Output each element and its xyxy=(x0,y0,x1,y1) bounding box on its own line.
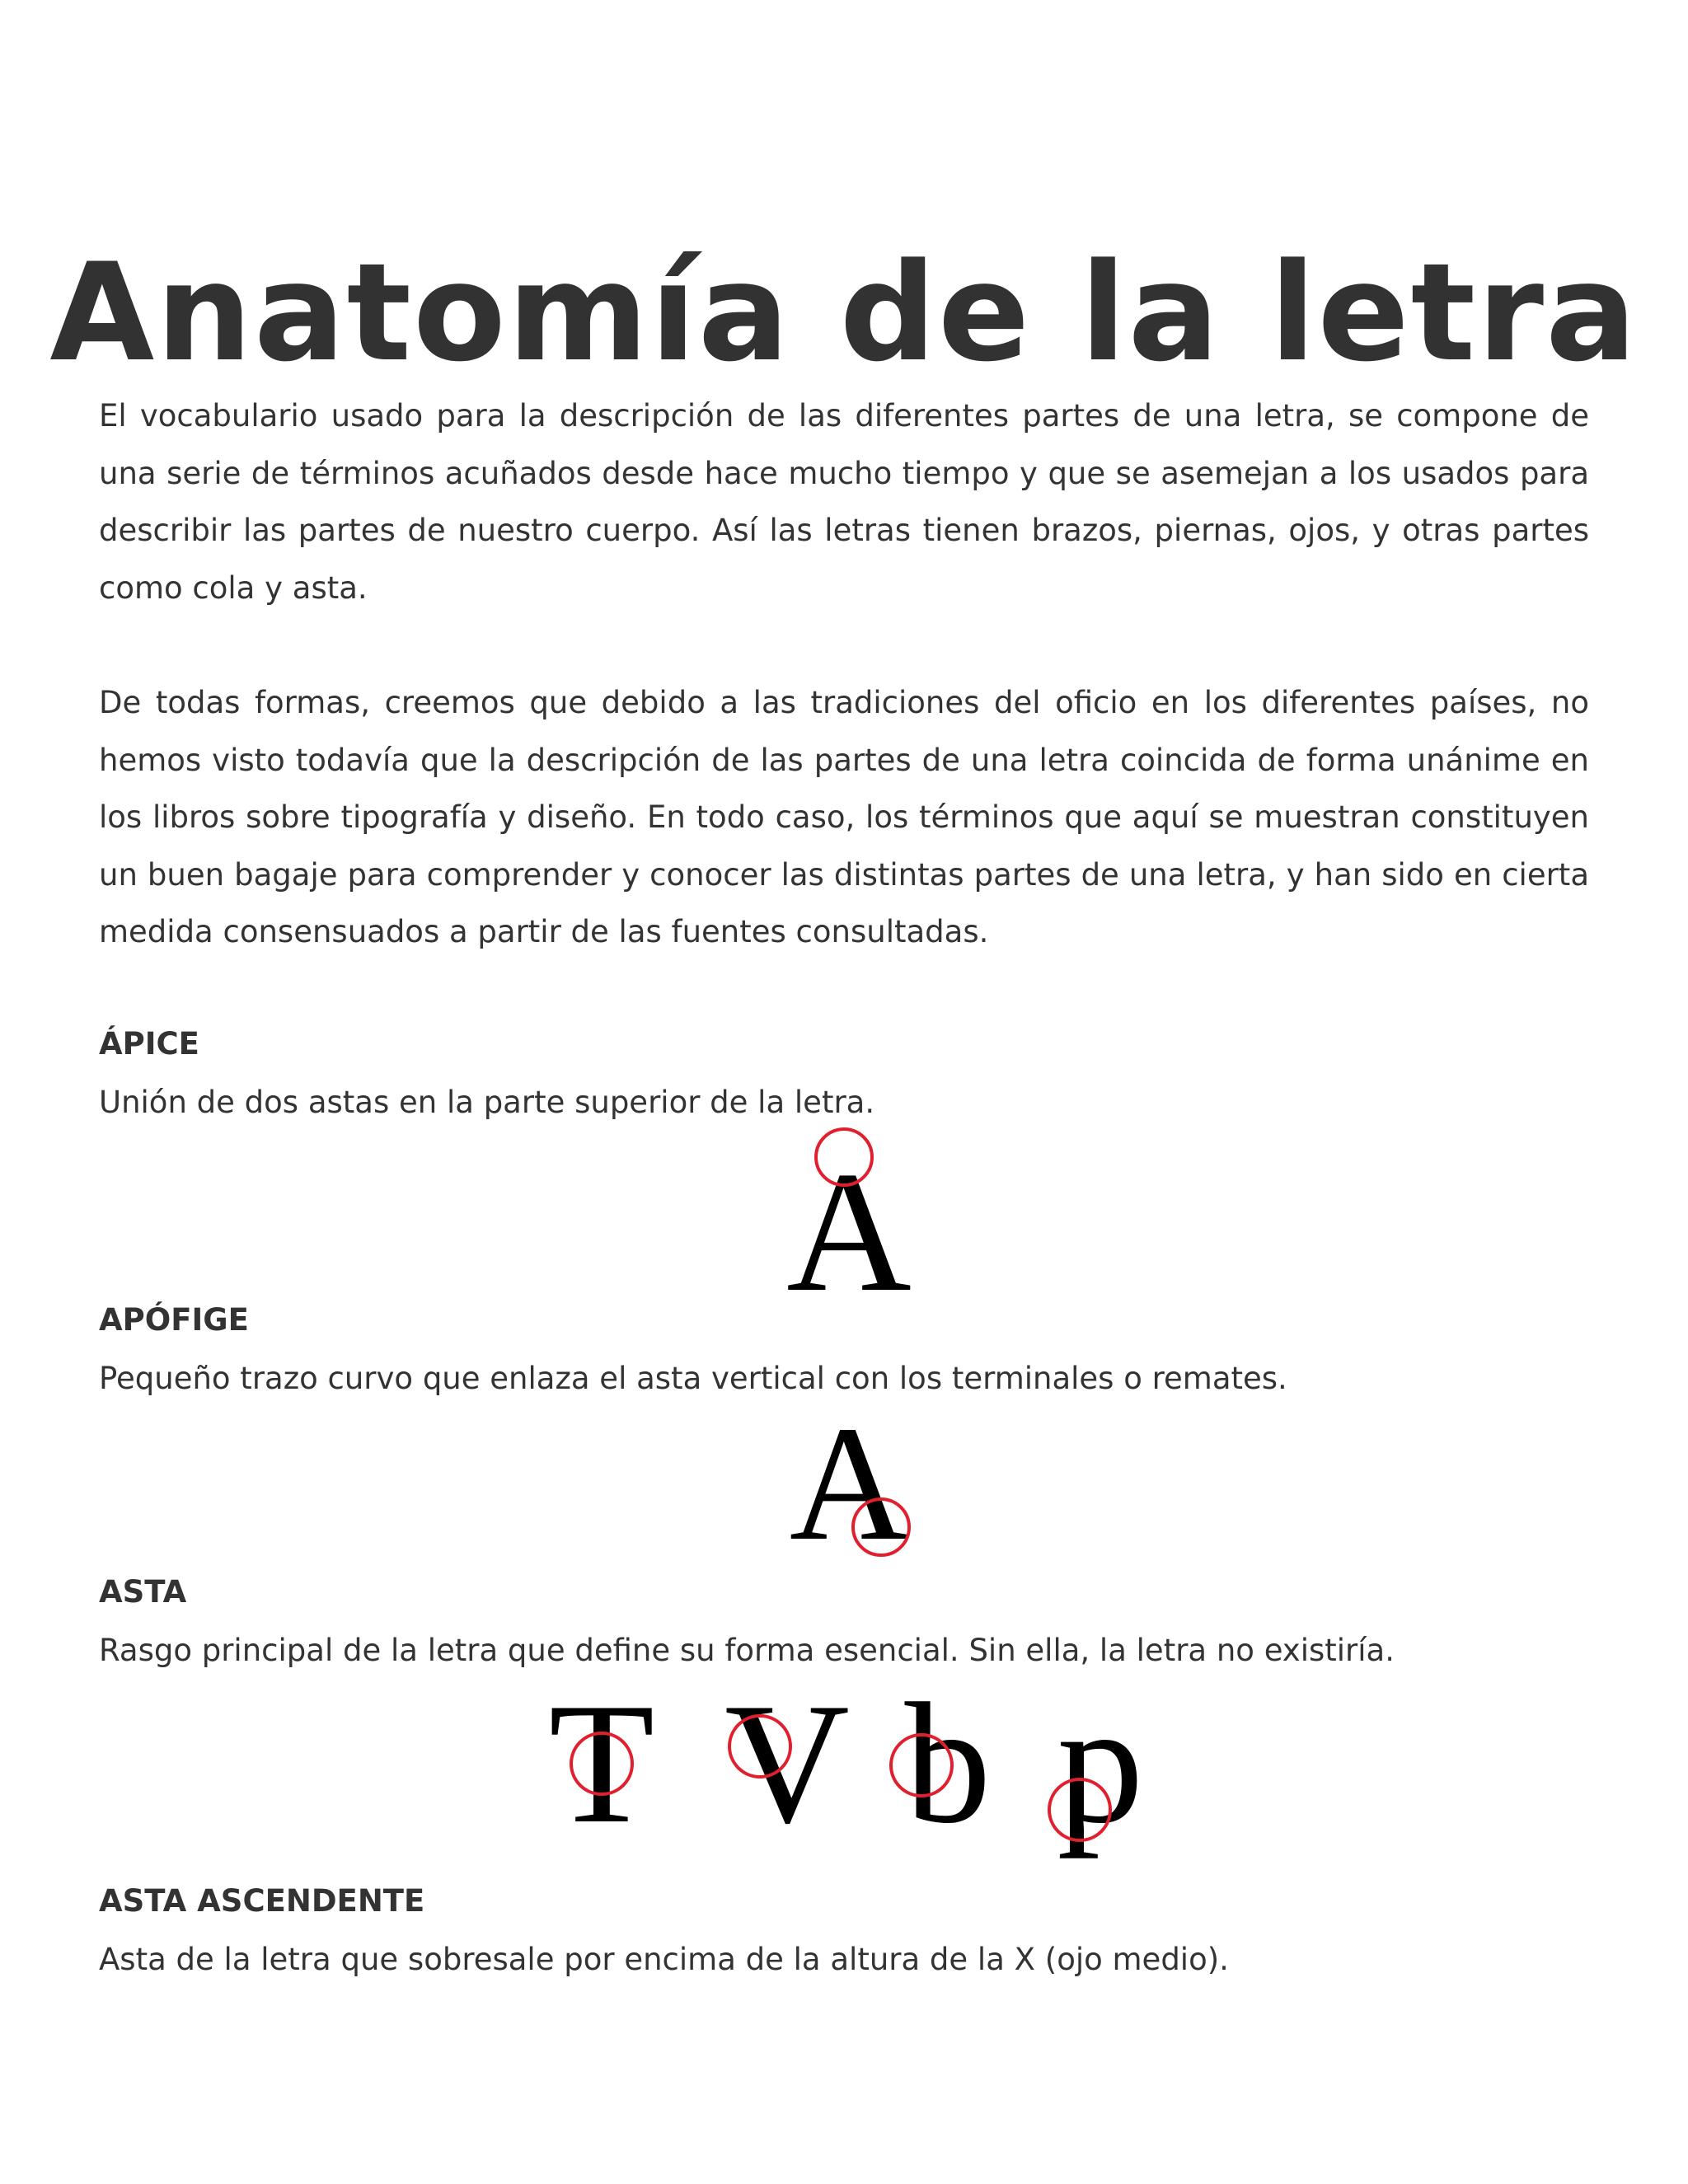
letter-glyph: p xyxy=(1057,1668,1144,1859)
term-definition-apice: Unión de dos astas en la parte superior de la letra. xyxy=(99,1085,875,1120)
term-definition-asta: Rasgo principal de la letra que define su forma esencial. Sin ella, la letra no existiría. xyxy=(99,1633,1395,1668)
asta-illustration xyxy=(536,1661,1162,1883)
term-definition-apofige: Pequeño trazo curvo que enlaza el asta vertical con los terminales o remates. xyxy=(99,1361,1287,1396)
term-heading-apice: ÁPICE xyxy=(99,1026,199,1062)
letter-glyph: T xyxy=(548,1668,655,1859)
letter-glyph: A xyxy=(786,1137,912,1328)
letter-glyph: V xyxy=(724,1668,850,1859)
intro-paragraph-2: De todas formas, creemos que debido a las tradiciones del oficio en los diferentes países, no hemos visto todavía que la descripción de las partes de una letra coincida de forma unánime en los libros sobre tipografía y diseño. En todo caso, los términos que aquí se muestran constituyen un buen bagaje para comprender y conocer las distintas partes de una letra, y han sido en cierta medida consensuados a partir de las fuentes consultadas. xyxy=(99,685,1589,949)
intro-paragraph-1: El vocabulario usado para la descripción de las diferentes partes de una letra, se compone de una serie de términos acuñados desde hace mucho tiempo y que se asemejan a los usados para describir las partes de nuestro cuerpo. Así las letras tienen brazos, piernas, ojos, y otras partes como cola y asta. xyxy=(99,398,1589,606)
letter-glyph: A xyxy=(789,1393,909,1575)
letter-glyph: b xyxy=(904,1668,992,1859)
apice-illustration xyxy=(767,1121,931,1328)
term-heading-asta: ASTA xyxy=(99,1574,187,1610)
term-heading-apofige: APÓFIGE xyxy=(99,1302,249,1338)
term-heading-asta-ascendente: ASTA ASCENDENTE xyxy=(99,1883,425,1919)
apofige-illustration xyxy=(767,1393,931,1575)
term-definition-asta-ascendente: Asta de la letra que sobresale por encima de la altura de la X (ojo medio). xyxy=(99,1942,1229,1977)
page-title: Anatomía de la letra xyxy=(49,233,1639,391)
